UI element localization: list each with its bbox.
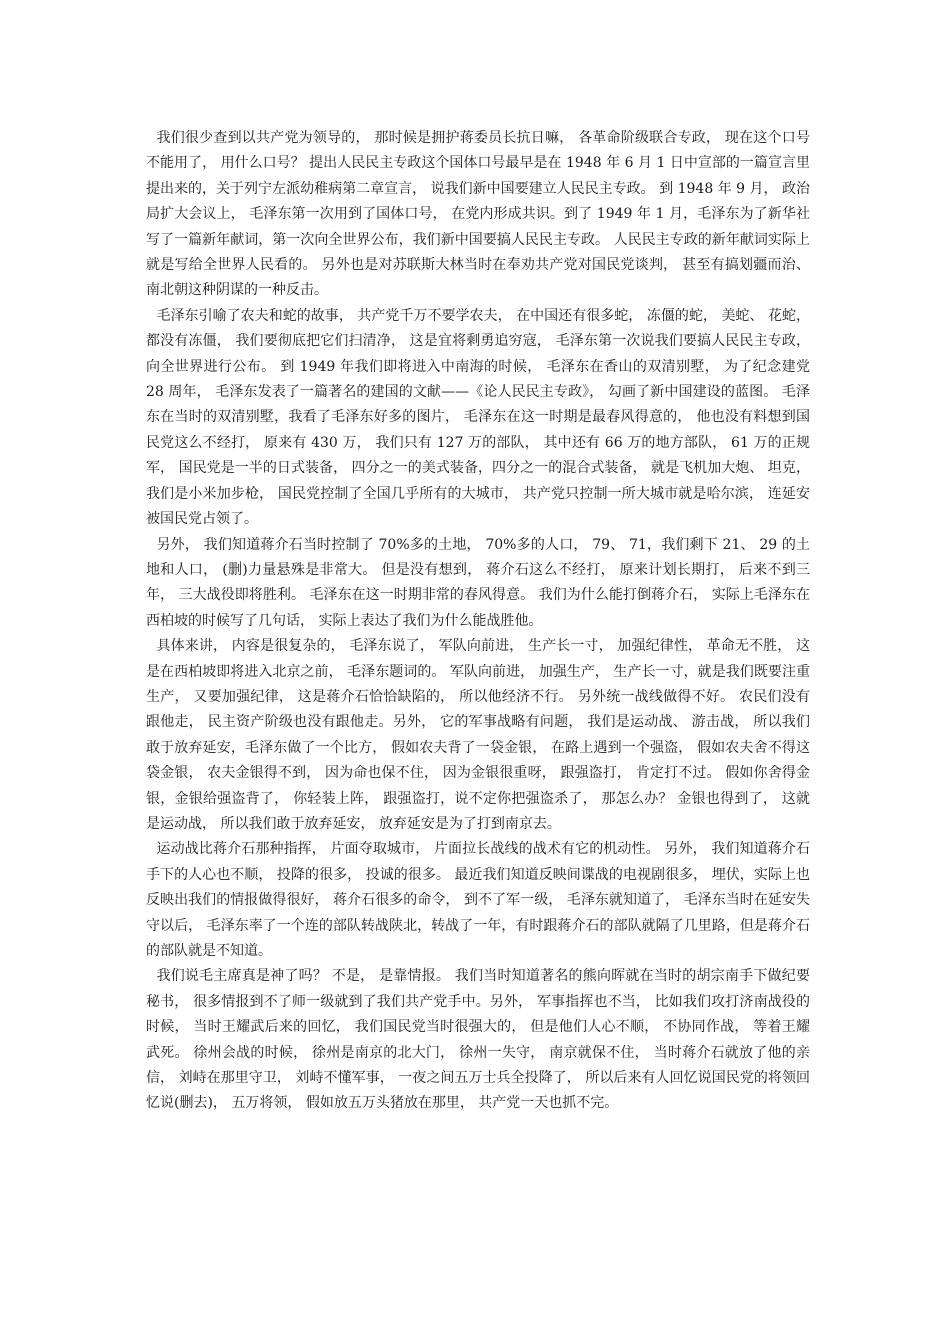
paragraph-5: 运动战比蒋介石那种指挥， 片面夺取城市， 片面拉长战线的战术有它的机动性。 另外， 我们知道蒋介石手下的人心也不顺， 投降的很多， 投诚的很多。 最近我们知道反映间谍战的电视剧很多， 埋伏，实际上也反映出我们的情报做得很好， 蒋介石很多的命令， 到不了军一级， 毛泽东就知道了， 毛泽东当时在延安失守以后， 毛泽东率了一个连的部队转战陕北，转战了一年，有时跟蒋介石的部队就隔了几里路，但是蒋介石的部队就是不知道。	[146, 841, 810, 959]
paragraph-4: 具体来讲， 内容是很复杂的， 毛泽东说了， 军队向前进， 生产长一寸， 加强纪律性， 革命无不胜， 这是在西柏坡即将进入北京之前， 毛泽东题词的。 军队向前进， 加强生产， 生产长一寸，就是我们既要注重生产， 又要加强纪律， 这是蒋介石恰恰缺陷的， 所以他经济不行。 另外统一战线做得不好。 农民们没有跟他走， 民主资产阶级也没有跟他走。另外， 它的军事战略有问题， 我们是运动战、 游击战， 所以我们敢于放弃延安，毛泽东做了一个比方， 假如农夫背了一袋金银， 在路上遇到一个强盗， 假如农夫舍不得这袋金银， 农夫金银得不到， 因为命也保不住， 因为金银很重呀， 跟强盗打， 肯定打不过。 假如你舍得金银，金银给强盗背了， 你轻装上阵， 跟强盗打，说不定你把强盗杀了， 那怎么办？ 金银也得到了， 这就是运动战， 所以我们敢于放弃延安， 放弃延安是为了打到南京去。	[146, 638, 810, 832]
paragraph-6: 我们说毛主席真是神了吗？ 不是， 是靠情报。 我们当时知道著名的熊向晖就在当时的胡宗南手下做纪要秘书， 很多情报到不了师一级就到了我们共产党手中。另外， 军事指挥也不当， 比如我们攻打济南战役的时候， 当时王耀武后来的回忆， 我们国民党当时很强大的， 但是他们人心不顺， 不协同作战， 等着王耀武死。 徐州会战的时候， 徐州是南京的北大门， 徐州一失守， 南京就保不住， 当时蒋介石就放了他的亲信， 刘峙在那里守卫， 刘峙不懂军事， 一夜之间五万士兵全投降了， 所以后来有人回忆说国民党的将领回忆说(删去)， 五万将领， 假如放五万头猪放在那里， 共产党一天也抓不完。	[146, 968, 810, 1112]
paragraph-2: 毛泽东引喻了农夫和蛇的故事， 共产党千万不要学农夫， 在中国还有很多蛇， 冻僵的蛇， 美蛇、 花蛇， 都没有冻僵， 我们要彻底把它们扫清净， 这是宜将剩勇追穷寇， 毛泽东第一次说我们要搞人民民主专政， 向全世界进行公布。 到 1949 年我们即将进入中南海的时候， 毛泽东在香山的双清别墅， 为了纪念建党 28 周年， 毛泽东发表了一篇著名的建国的文献——《论人民民主专政》， 勾画了新中国建设的蓝图。 毛泽东在当时的双清别墅，我看了毛泽东好多的图片， 毛泽东在这一时期是最春风得意的， 他也没有料想到国民党这么不经打， 原来有 430 万， 我们只有 127 万的部队， 其中还有 66 万的地方部队， 61 万的正规军， 国民党是一半的日式装备， 四分之一的美式装备，四分之一的混合式装备， 就是飞机加大炮、 坦克， 我们是小米加步枪， 国民党控制了全国几乎所有的大城市， 共产党只控制一所大城市就是哈尔滨， 连延安被国民党占领了。	[146, 307, 810, 528]
document-body	[146, 126, 810, 1117]
paragraph-3: 另外， 我们知道蒋介石当时控制了 70%多的土地， 70%多的人口， 79、 71，我们剩下 21、 29 的土地和人口， (删)力量悬殊是非常大。 但是没有想到， 蒋介石这么不经打， 原来计划长期打， 后来不到三年， 三大战役即将胜利。 毛泽东在这一时期非常的春风得意。 我们为什么能打倒蒋介石， 实际上毛泽东在西柏坡的时候写了几句话， 实际上表达了我们为什么能战胜他。	[146, 536, 810, 629]
paragraph-1: 我们很少查到以共产党为领导的， 那时候是拥护蒋委员长抗日嘛， 各革命阶级联合专政， 现在这个口号不能用了， 用什么口号？ 提出人民民主专政这个国体口号最早是在 1948 年 6 月 1 日中宣部的一篇宣言里提出来的，关于列宁左派幼稚病第二章宣言， 说我们新中国要建立人民民主专政。 到 1948 年 9 月， 政治局扩大会议上， 毛泽东第一次用到了国体口号， 在党内形成共识。到了 1949 年 1 月，毛泽东为了新华社写了一篇新年献词，第一次向全世界公布，我们新中国要搞人民民主专政。 人民民主专政的新年献词实际上就是写给全世界人民看的。 另外也是对苏联斯大林当时在奉劝共产党对国民党谈判， 甚至有搞划疆而治、 南北朝这种阴谋的一种反击。	[146, 130, 810, 299]
